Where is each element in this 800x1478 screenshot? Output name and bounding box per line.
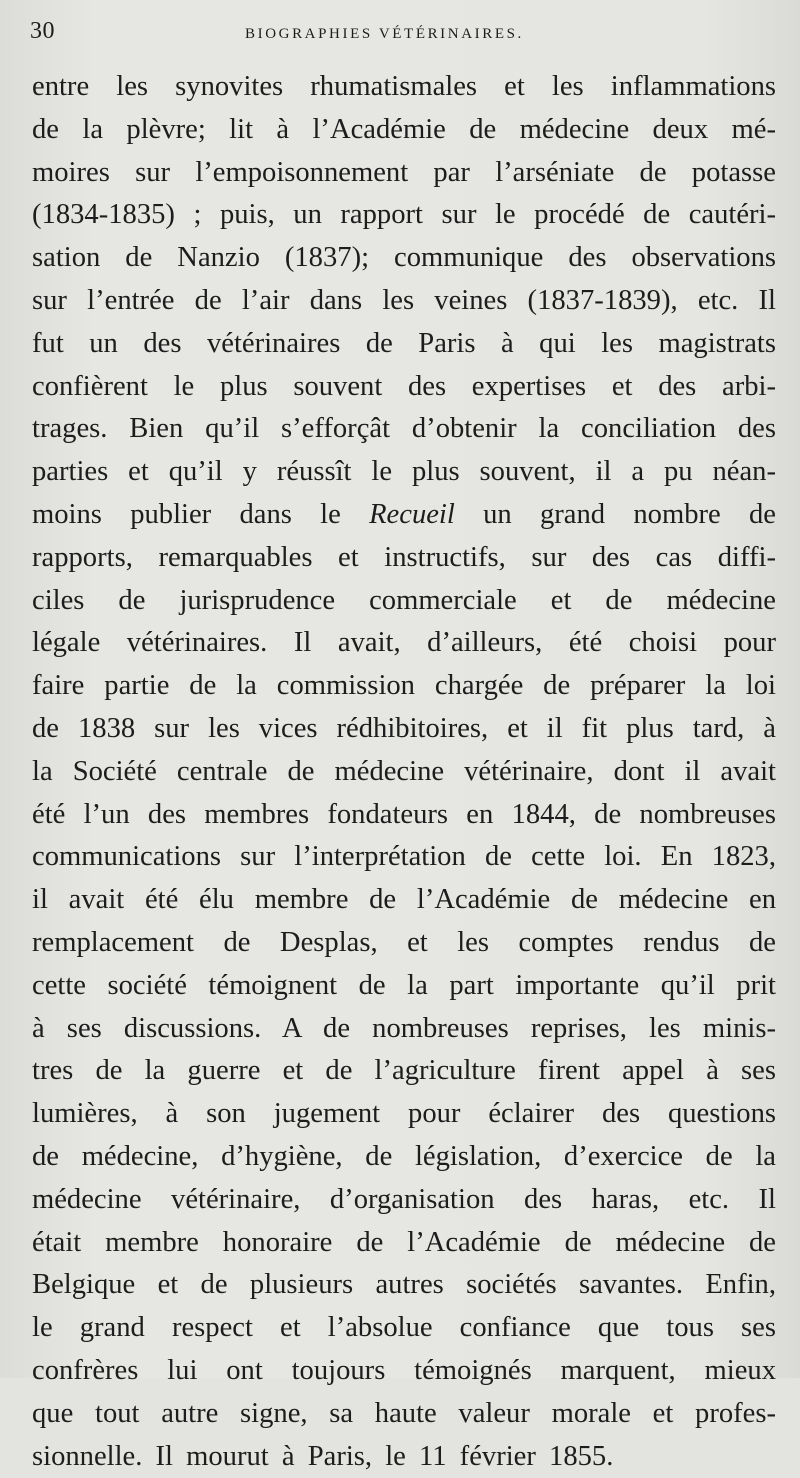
- text-line: [32, 1436, 776, 1478]
- text-line: [32, 1264, 776, 1307]
- text-segment: médecine vétérinaire, d’organisation des haras, etc. Il: [32, 1184, 776, 1215]
- text-segment: était membre honoraire de l’Académie de médecine de: [32, 1227, 776, 1258]
- text-line: [32, 1008, 776, 1051]
- running-title: BIOGRAPHIES VÉTÉRINAIRES.: [245, 26, 524, 43]
- text-segment: de la plèvre; lit à l’Académie de médecine deux mé-: [32, 114, 776, 145]
- text-line: [32, 280, 776, 323]
- text-segment: sionnelle. Il mourut à Paris, le 11 février 1855.: [32, 1441, 613, 1472]
- text-line: [32, 751, 776, 794]
- text-line: [32, 922, 776, 965]
- text-segment: moires sur l’empoisonnement par l’arséniate de potasse: [32, 157, 776, 188]
- text-line: [32, 1307, 776, 1350]
- text-segment: parties et qu’il y réussît le plus souvent, il a pu néan-: [32, 456, 776, 487]
- text-line: [32, 1136, 776, 1179]
- text-line: [32, 237, 776, 280]
- text-segment: moins publier dans le: [32, 499, 369, 530]
- text-segment: été l’un des membres fondateurs en 1844, de nombreuses: [32, 799, 776, 830]
- text-segment: cette société témoignent de la part importante qu’il prit: [32, 970, 776, 1001]
- text-line: [32, 194, 776, 237]
- text-line: [32, 451, 776, 494]
- text-segment: légale vétérinaires. Il avait, d’ailleurs, été choisi pour: [32, 627, 776, 658]
- text-line: [32, 152, 776, 195]
- text-line: [32, 879, 776, 922]
- text-segment: entre les synovites rhumatismales et les inflammations: [32, 71, 776, 102]
- text-segment: communications sur l’interprétation de cette loi. En 1823,: [32, 841, 776, 872]
- page-number: 30: [30, 18, 55, 45]
- text-line: [32, 408, 776, 451]
- text-line: [32, 66, 776, 109]
- italic-text-segment: Recueil: [369, 499, 455, 530]
- text-line: [32, 836, 776, 879]
- text-segment: sur l’entrée de l’air dans les veines (1837-1839), etc. Il: [32, 285, 776, 316]
- text-line: [32, 708, 776, 751]
- text-line: [32, 665, 776, 708]
- text-segment: de médecine, d’hygiène, de législation, d’exercice de la: [32, 1141, 776, 1172]
- text-line: [32, 580, 776, 623]
- text-line: [32, 537, 776, 580]
- text-line: [32, 622, 776, 665]
- text-segment: confrères lui ont toujours témoignés marquent, mieux: [32, 1355, 776, 1386]
- text-segment: faire partie de la commission chargée de préparer la loi: [32, 670, 776, 701]
- text-segment: Belgique et de plusieurs autres sociétés savantes. Enfin,: [32, 1269, 776, 1300]
- text-segment: confièrent le plus souvent des expertises et des arbi-: [32, 371, 776, 402]
- text-segment: à ses discussions. A de nombreuses reprises, les minis-: [32, 1013, 776, 1044]
- text-segment: ciles de jurisprudence commerciale et de médecine: [32, 585, 776, 616]
- text-line: [32, 109, 776, 152]
- text-segment: tres de la guerre et de l’agriculture firent appel à ses: [32, 1055, 776, 1086]
- text-segment: remplacement de Desplas, et les comptes rendus de: [32, 927, 776, 958]
- text-line: [32, 1093, 776, 1136]
- text-segment: que tout autre signe, sa haute valeur morale et profes-: [32, 1398, 776, 1429]
- text-line: [32, 794, 776, 837]
- text-line: [32, 366, 776, 409]
- text-line: [32, 1222, 776, 1265]
- text-segment: fut un des vétérinaires de Paris à qui les magistrats: [32, 328, 776, 359]
- text-line: [32, 494, 776, 537]
- text-segment: (1834-1835) ; puis, un rapport sur le procédé de cautéri-: [32, 199, 776, 230]
- running-header: [30, 18, 775, 52]
- text-segment: il avait été élu membre de l’Académie de médecine en: [32, 884, 776, 915]
- text-line: [32, 1050, 776, 1093]
- text-segment: un grand nombre de: [455, 499, 776, 530]
- text-line: [32, 965, 776, 1008]
- text-segment: lumières, à son jugement pour éclairer des questions: [32, 1098, 776, 1129]
- body-text: [32, 66, 776, 1478]
- text-line: [32, 1179, 776, 1222]
- text-segment: rapports, remarquables et instructifs, sur des cas diffi-: [32, 542, 776, 573]
- text-line: [32, 1393, 776, 1436]
- text-segment: le grand respect et l’absolue confiance que tous ses: [32, 1312, 776, 1343]
- text-segment: trages. Bien qu’il s’efforçât d’obtenir la conciliation des: [32, 413, 776, 444]
- text-segment: sation de Nanzio (1837); communique des observations: [32, 242, 776, 273]
- text-line: [32, 1350, 776, 1393]
- text-segment: la Société centrale de médecine vétérinaire, dont il avait: [32, 756, 776, 787]
- text-segment: de 1838 sur les vices rédhibitoires, et il fit plus tard, à: [32, 713, 776, 744]
- text-line: [32, 323, 776, 366]
